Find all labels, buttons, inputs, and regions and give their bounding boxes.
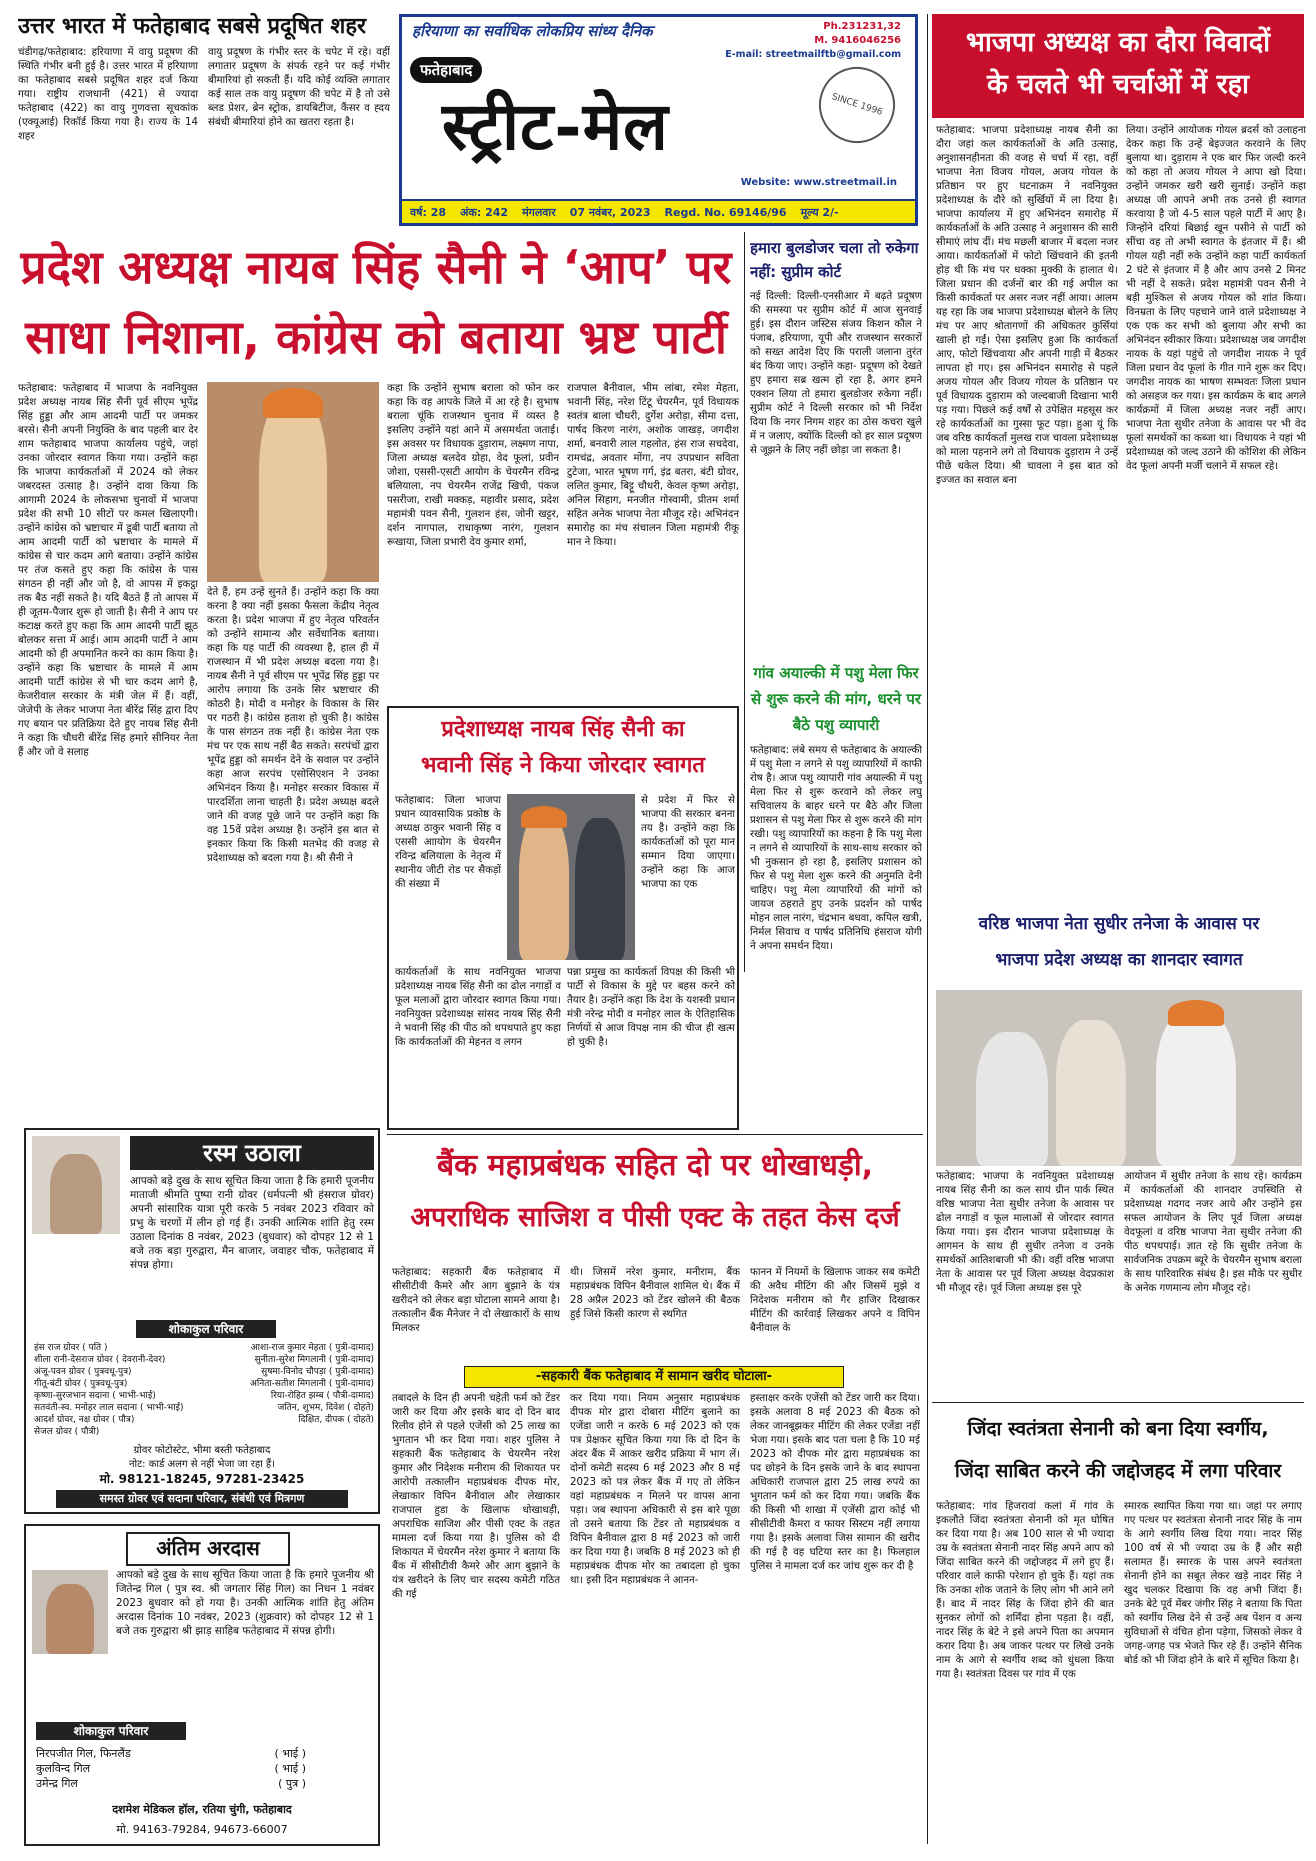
freedom-headline-2: जिंदा साबित करने की जद्दोजहद में लगा परिवार <box>954 1460 1282 1482</box>
since-stamp <box>809 57 905 153</box>
masthead-infobar <box>402 199 915 223</box>
taneja-col1: फतेहाबाद: भाजपा के नवनियुक्त प्रदेशाध्यक्ष नायब सिंह सैनी का कल सायं ग्रीन पार्क स्थित वरिष्ठ भाजपा नेता सुधीर तनेजा के आवास पर ढोल नगाड़ों व फूल मालाओं से जोरदार स्वागत किया गया। इस दौरान भाजपा प्रदेशाध्यक्ष के आगमन के साथ ही सुधीर तनेजा व उनके समर्थकों आतिशबाजी भी की। वहीं वरिष्ठ भाजपा नेता के आवास पर पूर्व जिला अध्यक्ष वेदप्रकाश भी मौजूद रहे। पूर्व जिला अध्यक्ष इस पूरे <box>936 1171 1114 1294</box>
saini-headline-2: साधा निशाना, कांग्रेस को बताया भ्रष्ट पार्टी <box>25 310 727 364</box>
bhawani-box <box>387 706 739 1130</box>
family-row: गीतू-बंटी ग्रोवर ( पुत्रवधू-पुत्र) अनिता-सतीश मिगलानी ( पुत्री-दामाद) <box>34 1379 374 1389</box>
rasam-photo <box>32 1136 120 1234</box>
taneja-headline-2: भाजपा प्रदेश अध्यक्ष का शानदार स्वागत <box>995 950 1243 970</box>
bjp-tour-headline-1: भाजपा अध्यक्ष का दौरा विवादों <box>965 27 1271 58</box>
pollution-article <box>18 12 390 232</box>
taneja-headline-1: वरिष्ठ भाजपा नेता सुधीर तनेजा के आवास पर <box>978 914 1260 934</box>
family-row: अंजू-पवन ग्रोवर ( पुत्रवधू-पुत्र) सुषमा-विनोद चौपड़ा ( पुत्री-दामाद) <box>34 1367 374 1377</box>
bulldozer-body: नई दिल्ली: दिल्ली-एनसीआर में बढ़ते प्रदूषण की समस्या पर सुप्रीम कोर्ट में आज सुनवाई हुई। इस दौरान जस्टिस संजय किशन कौल ने पंजाब, हरियाणा, यूपी और राजस्थान सरकारों को सख्त आदेश दिए कि पराली जलाना तुरंत बंद किया जाए। उन्होंने कहा- प्रदूषण को देखते हुए हमारा सब्र खत्म हो रहा है, अगर हमने एक्शन लिया तो हमारा बुलडोजर रुकेगा नहीं। सुप्रीम कोर्ट ने दिल्ली सरकार को भी निर्देश दिया कि नगर निगम शहर का ठोस कचरा खुले में न जलाए, क्योंकि दिल्ली को हर साल प्रदूषण से जूझने के लिए नहीं छोड़ा जा सकता है। <box>750 291 922 456</box>
bhawani-headline-2: भवानी सिंह ने किया जोरदार स्वागत <box>421 753 705 778</box>
family-row: हंस राज ग्रोवर ( पति ) आशा-राज कुमार मेहता ( पुत्री-दामाद) <box>34 1343 374 1353</box>
bank-col1-top: फतेहाबाद: सहकारी बैंक फतेहाबाद में सीसीटीवी कैमरे और आग बुझाने के यंत्र खरीदने को लेकर बड़ा घोटाला सामने आया है। तत्कालीन बैंक मैनेजर ने दो लेखाकारों के साथ मिलकर <box>392 1267 560 1334</box>
masthead-tagline: हरियाणा का सर्वाधिक लोकप्रिय सांध्य दैनिक <box>412 22 653 40</box>
bank-col2-top: थी। जिसमें नरेश कुमार, मनीराम, बैंक महाप्रबंधक विपिन बैनीवाल शामिल थे। बैंक में 28 अप्रैल 2023 को टेंडर खोलने की बैठक हुई जिसे किसी कारण से स्थगित <box>570 1267 740 1320</box>
masthead-phone: Ph.231231,32 <box>823 21 901 32</box>
bjp-tour-col1: फतेहाबाद: भाजपा प्रदेशाध्यक्ष नायब सैनी का दौरा जहां कल कार्यकर्ताओं के अति उत्साह, अनुशासनहीनता की वजह से चर्चा में रहा, वहीं भाजपा नेता विजय गोयल, अजय गोयल के प्रतिष्ठान पर हुए घटनाक्रम ने नवनियुक्त प्रदेशाध्यक्ष के दौरे को सुर्खियों में ला दिया है। भाजपा कार्यालय में हुए अभिनंदन समारोह में कार्यकर्ताओं के अति उत्साह ने अनुशासन की सारी सीमाएं लांघ दीं। मंच मछली बाजार में बदला नजर आया। कार्यकर्ताओं में फोटो खिंचवाने की इतनी होड़ थी कि मंच पर धक्का मुक्की के हालात थे। जिला प्रधान की दर्जनों बार की गई अपील का किसी कार्यकर्ता पर असर नजर नहीं आया। आलम यह रहा कि जब भाजपा प्रदेशाध्यक्ष बोलने के लिए मंच पर आए श्रोतागणों की अधिकतर कुर्सियां खाली हो गईं। ऐसा इसलिए हुआ कि कार्यकर्ता आए, फोटो खिंचवाया और अपनी गाड़ी में बैठकर लापता हो गए। इस अभिनंदन समारोह से पहले अजय गोयल और विजय गोयल के प्रतिष्ठान पर पूर्व विधायक दुड़ाराम को जल्दबाजी दिखाना भारी पड़ गया। पिछले कई वर्षों से उपेक्षित महसूस कर रहे कार्यकर्ताओं का गुस्सा फूट पड़ा। हुआ यूं कि जब वरिष्ठ कार्यकर्ता मुलख राज चावला प्रदेशाध्यक्ष को माला पहनाने लगे तो विधायक दुड़ाराम ने उन्हें पीछे धकेल दिया। श्री चावला ने इस बात को इज्जत का सवाल बना <box>936 125 1118 486</box>
taneja-headline <box>934 906 1304 986</box>
family-row: सेजल ग्रोवर ( पौत्री) <box>34 1427 100 1437</box>
pollution-col2: वायु प्रदूषण के गंभीर स्तर के चपेट में रहे। वहीं लगातार प्रदूषण के संपर्क रहने पर कई गंभीर बीमारियां हो सकती हैं। यदि कोई व्यक्ति लगातार कई साल तक वायु प्रदूषण की चपेट में है तो उसे ब्लड प्रेशर, ब्रेन स्ट्रोक, डायबिटीज, कैंसर व ह्दय संबंधी बीमारियां होने का खतरा रहता है। <box>208 47 390 128</box>
rasam-footer3: मो. 98121-18245, 97281-23425 <box>99 1472 305 1486</box>
bhawani-right: से प्रदेश में फिर से भाजपा की सरकार बनना तय है। उन्होंने कहा कि कार्यकर्ताओं को पूरा मान सम्मान दिया जाएगा। उन्होंने कहा कि आज भाजपा का एक <box>641 795 735 890</box>
bhawani-photo <box>507 794 635 960</box>
price: मूल्य 2/- <box>800 205 839 219</box>
bjp-tour-headline-2: के चलते भी चर्चाओं में रहा <box>987 69 1249 100</box>
family-row: आदर्श ग्रोवर, नक्ष ग्रोवर ( पौत्र) दिक्षित, दीपक ( दोहते) <box>34 1415 374 1425</box>
saini-headline-1: प्रदेश अध्यक्ष नायब सिंह सैनी ने ‘आप’ पर <box>20 240 732 294</box>
saini-headline <box>18 232 734 382</box>
regd: Regd. No. 69146/96 <box>664 205 787 219</box>
saini-col2: देते हैं, हम उन्हें सुनते हैं। उन्होंने कहा कि क्या करना है क्या नहीं इसका फैसला केंद्रीय नेतृत्व करता है। प्रदेश भाजपा में हुए नेतृत्व परिवर्तन को उन्होंने सामान्य और सर्वेधानिक बताया। कहा कि यह पार्टी की व्यवस्था है, हाल ही में राजस्थान में भी प्रदेश अध्यक्ष बदला गया है। नायब सैनी ने पूर्व सीएम पर भूपेंद्र सिंह हुड्डा पर आरोप लगाया कि उनके सिर भ्रष्टाचार की कोठरी है। मोदी व मनोहर के विकास के सिर पर गठरी है। कांग्रेस हताश हो चुकी है। कांग्रेस के पास संगठन तक नहीं है। कांग्रेस नेता एक मंच पर एक साथ नहीं बैठ सकते। सरपंचों द्वारा भूपेंद्र हुड्डा को समर्थन देने के सवाल पर उन्होंने कहा आज सरपंच एसोसिएशन ने उनका अभिनंदन किया है। मनोहर सरकार विकास में पारदर्शिता लाना चाहती है। प्रदेश अध्यक्ष बदले जाने की वजह पूछे जाने पर उन्होंने कहा कि वह 15वें प्रदेश अध्यक्ष है। उन्होंने इस बात से इनकार किया कि किसी मतभेद की वजह से प्रदेशाध्यक्ष को बदला गया है। श्री सैनी ने <box>207 587 379 864</box>
bulldozer-article <box>750 236 922 652</box>
date: 07 नवंबर, 2023 <box>569 205 651 219</box>
family-row: शीला रानी-देसराज ग्रोवर ( देवरानी-देवर) सुनीता-सुरेश मिगलानी ( पुत्री-दामाद) <box>34 1355 374 1365</box>
rasam-family-label: शोकाकुल परिवार <box>136 1320 276 1338</box>
bank-col1: तबादले के दिन ही अपनी चहेती फर्म को टेंडर जारी कर दिया और इसके बाद दो दिन बाद रिलीव होने से पहले एजेंसी को 25 लाख का भुगतान भी कर दिया गया। शहर पुलिस ने सहकारी बैंक फतेहाबाद के चेयरमैन नरेश कुमार और निदेशक मनीराम की शिकायत पर आरोपी तत्कालीन महाप्रबंधक दीपक मोर, लेखाकार विपिन बैनीवाल और लेखाकार राजपाल हुडा के खिलाफ धोखाधड़ी, अपराधिक साजिश और पीसी एक्ट के तहत मामला दर्ज किया गया है। पुलिस को दी शिकायत में चेयरमैन नरेश कुमार ने बताया कि बैंक में सीसीटीवी कैमरे और आग बुझाने के यंत्र खरीदने के लिए चार सदस्य कमेटी गठित की गई <box>392 1393 560 1600</box>
antim-title: अंतिम अरदास <box>126 1532 290 1566</box>
bhawani-bottom-left: कार्यकर्ताओं के साथ नवनियुक्त भाजपा प्रदेशाध्यक्ष नायब सिंह सैनी का ढोल नगाड़ों व फूल मलाओं द्वारा जोरदार स्वागत किया गया। नवनियुक्त प्रदेशाध्यक्ष सांसद नायब सिंह सैनी ने भवानी सिंह की पीठ को थपथपाते हुए कहा कि कार्यकर्ताओं की मेहनत व लगन <box>395 967 561 1048</box>
masthead-email: E-mail: streetmailftb@gmail.com <box>725 49 901 60</box>
masthead-mobile: M. 9416046256 <box>814 35 901 46</box>
antim-family-list <box>36 1746 306 1791</box>
saini-col1: फतेहाबाद: फतेहाबाद में भाजपा के नवनियुक्त प्रदेश अध्यक्ष नायब सिंह सैनी पूर्व सीएम भूपेंद्र सिंह हुड्डा और आम आदमी पार्टी पर जमकर बरसे। सैनी अपनी नियुक्ति के बाद पहली बार देर शाम फतेहाबाद भाजपा कार्यालय पहुंचे, जहां उनका जोरदार स्वागत किया गया। उन्होंने कहा कि भाजपा कार्यकर्ताओं में 2024 को लेकर जबरदस्त उत्साह है। उन्होंने दावा किया कि आगामी 2024 के लोकसभा चुनावों में भाजपा प्रदेश की सभी 10 सीटों पर कमल खिलाएगी। उन्होंने कांग्रेस को भ्रष्टाचार में डूबी पार्टी बताया तो आम आदमी पार्टी को भ्रष्टाचार के मामले में कांग्रेस से चार कदम आगे बताया। उन्होंने कांग्रेस पर तंज कसते हुए कहा कि कांग्रेस के पास संगठन ही नहीं और जो है, वो आपस में इकट्ठा तक बैठ नहीं सकते है। यदि बैठते हैं तो आपस में ही जूतम-पैजार शुरू हो जाती है। सैनी ने आप पर कटाक्ष करते हुए कहा कि आम आदमी पार्टी झूठ बोलकर सत्ता में आई। आम आदमी पार्टी ने आम आदमी को ही अपमानित करने का काम किया है। उन्होंने कहा कि भ्रष्टाचार के मामले में आम आदमी पार्टी कांग्रेस से भी चार कदम आगे है, केजरीवाल सरकार के मंत्री जेल में हैं। वहीं, जेजेपी के लेकर भाजपा नेता बीरेंद्र सिंह द्वारा दिए गए बयान पर प्रतिक्रिया देते हुए नायब सिंह सैनी ने कहा कि चौधरी बीरेंद्र सिंह हमारे सीनियर नेता हैं और जो वे सलाह <box>18 383 198 758</box>
family-row: निरपजीत गिल, फिनलैंड ( भाई ) <box>36 1747 306 1760</box>
rasam-box <box>24 1128 380 1514</box>
freedom-col2: स्मारक स्थापित किया गया था। जहां पर लगाए गए पत्थर पर स्वतंत्रता सेनानी नादर सिंह के नाम के आगे स्वर्गीय लिख दिया गया। नादर सिंह 100 वर्ष से भी ज्यादा उम्र के हैं और सही सलामत हैं। स्मारक के पास अपने स्वतंत्रता सेनानी होने का सबूत लेकर खड़े नादर सिंह ने खुद चलकर दिखाया कि वह अभी जिंदा हैं। उनके बेटे पूर्व मेंबर जंगीर सिंह ने बताया कि पिता को स्वर्गीय लिख देने से उन्हें अब पेंशन व अन्य सुविधाओं से वंचित होना पड़ेगा, जिसको लेकर वे जगह-जगह पत्र भेजते फिर रहे हैं। उन्होंने सैनिक बोर्ड को भी जिंदा होने के बारे में सूचित किया है। <box>1124 1501 1302 1666</box>
freedom-headline-1: जिंदा स्वतंत्रता सेनानी को बना दिया स्वर्गीय, <box>967 1418 1269 1440</box>
bulldozer-headline: हमारा बुलडोजर चला तो रुकेगा नहीं: सुप्रीम कोर्ट <box>750 239 919 281</box>
day: मंगलवार <box>522 205 556 219</box>
rasam-footer4: समस्त ग्रोवर एवं सदाना परिवार, संबंधी एवं मित्रगण <box>56 1490 348 1508</box>
antim-family-label: शोकाकुल परिवार <box>36 1722 186 1740</box>
antim-footer1: दशमेश मेडिकल हॉल, रतिया चुंगी, फतेहाबाद <box>112 1803 292 1816</box>
pollution-headline: उत्तर भारत में फतेहाबाद सबसे प्रदूषित शहर <box>18 14 366 39</box>
antim-footer2: मो. 94163-79284, 94673-66007 <box>116 1823 288 1836</box>
pollution-col1: चंडीगढ़/फतेहाबाद: हरियाणा में वायु प्रदूषण की स्थिति गंभीर बनी हुई है। उत्तर भारत में हरियाणा का फतेहाबाद सबसे प्रदूषित शहर दर्ज किया गया। राष्ट्रीय राजधानी (421) से ज्यादा फतेहाबाद (422) का वायु गुणवत्ता सूचकांक (एक्यूआई) रिकॉर्ड किया गया है। राज्य के 14 शहर <box>18 47 198 142</box>
saini-photo <box>207 382 379 582</box>
bank-col3: हस्ताक्षर करके एजेंसी को टेंडर जारी कर दिया। इसके अलावा 8 मई 2023 की बैठक को लेकर जानबूझकर मीटिंग की लेकर एजेंडा नहीं भेजा गया। इसके बाद पता चला है कि 10 मई 2023 को दीपक मोर द्वारा महाप्रबंधक का पद छोड़ने के दिन इसके जाने के बाद स्थापना अधिकारी राजपाल द्वारा 25 लाख रुपये का भुगतान फर्म को कर दिया गया। जबकि बैंक की किसी भी शाखा में एजेंसी द्वारा कोई भी सीसीटीवी कैमरा व फायर सिस्टम नहीं लगाया गया है। इसके अलावा जिस सामान की खरीद की गई है वह घटिया स्तर का है। फिलहाल पुलिस ने मामला दर्ज कर जांच शुरू कर दी है <box>750 1393 920 1572</box>
year: वर्ष: 28 <box>410 205 447 219</box>
pashu-mela-body: फतेहाबाद: लंबे समय से फतेहाबाद के अयाल्की में पशु मेला न लगने से पशु व्यापारियों में काफी रोष है। आज पशु व्यापारी गांव अयाल्की में पशु मेला फिर से शुरू करवाने को लेकर लघु सचिवालय के बाहर धरने पर बैठे और जिला प्रशासन से पशु मेला फिर से शुरू करने की मांग रखी। पशु व्यापारियों का कहना है कि पशु मेला न लगने से व्यापारियों के साथ-साथ सरकार को भी नुकसान हो रहा है, इसलिए प्रशासन को फिर से पशु मेला शुरू करने की अनुमति देनी चाहिए। पशु मेला व्यापारियों की मांगों को जायज ठहराते हुए उनके प्रदर्शन को पार्षद मोहन लाल नारंग, चंद्रभान बधवा, कपिल खत्री, निर्मल सिवाच व पार्षद प्रतिनिधि हंसराज योगी ने अपना समर्थन दिया। <box>750 745 922 952</box>
bank-col2: कर दिया गया। नियम अनुसार महाप्रबंधक दीपक मोर द्वारा दोबारा मीटिंग बुलाने का एजेंडा जारी न करके 6 मई 2023 को एक पत्र प्रेक्षकर सूचित किया गया कि दो दिन के अंदर बैंक में आकर खरीद प्रक्रिया में भाग लें। दोनों कमेटी सदस्य 6 मई 2023 और 8 मई 2023 को पत्र लेकर बैंक में गए तो लेकिन वहां महाप्रबंधक न मिलने पर वापस आना पड़ा। जब स्थापना अधिकारी से इस बारे पूछा तो उसने बताया कि टेंडर तो महाप्रबंधक व विपिन बैनीवाल द्वारा 8 मई 2023 को जारी कर दिया गया है। जबकि 8 मई 2023 को ही महाप्रबंधक दीपक मोर का तबादला हो चुका था। इसी दिन महाप्रबंधक ने आनन- <box>570 1393 740 1586</box>
bank-headline-2: अपराधिक साजिश व पीसी एक्ट के तहत केस दर्ज <box>410 1202 900 1233</box>
bhawani-bottom-right: पन्ना प्रमुख का कार्यकर्ता विपक्ष की किसी भी पार्टी से विकास के मुद्दे पर बहस करने को तैयार है। उन्होंने कहा कि देश के यशस्वी प्रधान मंत्री नरेन्द्र मोदी व मनोहर लाल के ऐतिहासिक निर्णयों से आज विपक्ष नाम की चीज ही खत्म हो चुकी है। <box>567 967 735 1048</box>
antim-photo <box>32 1570 108 1654</box>
family-row: कृष्णा-सुरजभान सदाना ( भाभी-भाई) रिया-रोहित झम्ब ( पौत्री-दामाद) <box>34 1391 374 1401</box>
bank-headline-1: बैंक महाप्रबंधक सहित दो पर धोखाधड़ी, <box>436 1148 873 1183</box>
rasam-body: आपको बड़े दुख के साथ सूचित किया जाता है कि हमारी पूजनीय माताजी श्रीमति पुष्पा रानी ग्रोवर (धर्मपत्नी श्री हंसराज ग्रोवर) अपनी सांसारिक यात्रा पूरी करके 5 नवंबर 2023 रविवार को प्रभु के चरणों में लीन हो गई हैं। उनकी आत्मिक शांति हेतु रस्म उठाला दिनांक 8 नवंबर, 2023 (बुधवार) को दोपहर 12 से 1 बजे तक बड़ा गुरुद्वारा, मैन बाजार, जवाहर चौक, फतेहाबाद में संपन्न होगा। <box>130 1175 374 1271</box>
taneja-col2: आयोजन में सुधीर तनेजा के साथ रहे। कार्यक्रम में कार्यकर्ताओं की शानदार उपस्थिति से प्रदेशाध्यक्ष गदगद नजर आये और उन्होंने इस सफल आयोजन के लिए पूर्व जिला अध्यक्ष वेदफूलां व वरिष्ठ भाजपा नेता सुधीर तनेजा की पीठ थपथपाई। ज्ञात रहे कि सुधीर तनेजा के सार्वजनिक उपक्रम ब्यूरे के चेयरमैन सुभाष बराला के साथ पारिवारिक संबंध है। इस मौके पर सुधीर के अनेक गणमान्य लोग मौजूद रहे। <box>1124 1171 1302 1294</box>
issue: अंक: 242 <box>460 205 509 219</box>
rasam-title: रस्म उठाला <box>130 1136 374 1170</box>
saini-col3: कहा कि उन्होंने सुभाष बराला को फोन कर कहा कि वह आपके जिले में आ रहे है। सुभाष बराला चूंकि राजस्थान चुनाव में व्यस्त है इसलिए उन्होंने यहां आने में असमर्थता जताई। इस अवसर पर विधायक दुड़ाराम, लक्ष्मण नापा, जिला अध्यक्ष बलदेव ग्रोहा, वेद फूलां, प्रवीन जोशा, एससी-एसटी आयोग के चेयरमैन रविन्द्र बलियाला, नप चेयरमैन राजेंद्र खिची, पंकज पसरीजा, राखी मक्कड़, महावीर प्रसाद, प्रदेश महामंत्री पवन सैनी, गुलशन हंस, जोनी खट्टर, दर्शन नागपाल, राधाकृष्ण नारंग, गुलशन रूखाया, जिला प्रभारी देव कुमार शर्मा, <box>387 383 559 548</box>
antim-body: आपको बड़े दुख के साथ सूचित किया जाता है कि हमारे पूजनीय श्री जितेन्द्र गिल ( पुत्र स्व. श्री जगतार सिंह गिल) का निधन 1 नवंबर 2023 बुधवार को हो गया है। उनकी आत्मिक शांति हेतु अंतिम अरदास दिनांक 10 नवंबर, 2023 (शुक्रवार) को दोपहर 12 से 1 बजे तक गुरुद्वारा श्री झाड़ साहिब फतेहाबाद में संपन्न होगी। <box>116 1569 374 1637</box>
freedom-col1: फतेहाबाद: गांव हिजरावां कलां में गांव के इकलौते जिंदा स्वतंत्रता सेनानी को मृत घोषित कर दिया गया है। अब 100 साल से भी ज्यादा उम्र के स्वतंत्रता सेनानी नादर सिंह अपने आप को जिंदा साबित करने की जद्दोजहद में लगे हुए हैं। परिवार वाले काफी परेशान हो चुके हैं। यहां तक कि उनका शोक जताने के लिए लोग भी आने लगे हैं। बाद में नादर सिंह के जिंदा होने की बात सुनकर लोगों को शर्मिंदा होना पड़ता है। वहीं, नादर सिंह के बेटे ने इसे अपने पिता का अपमान करार दिया है। अब जाकर पत्थर पर लिखे उनके नाम के आगे से स्वर्गीय शब्द को धुंधला किया गया है। स्वतंत्रता दिवस पर गांव में एक <box>936 1501 1114 1680</box>
bjp-tour-headline-box <box>932 14 1304 118</box>
saini-col4: राजपाल बैनीवाल, भीम लांबा, रमेश मेहता, भवानी सिंह, नरेश टिंटू चेयरमैन, पूर्व विधायक स्वतंत्र बाला चौधरी, दुर्गेश अरोड़ा, सीमा दत्ता, पार्षद किरण नारंग, अशोक जाखड़, जगदीश शर्मा, बनवारी लाल गहलोत, हंस राज सचदेवा, रामचंद्र, अवतार मोंगा, नप उपप्रधान सविता टुटेजा, भारत भूषण गर्ग, इंद्र बतरा, बंटी ग्रोवर, ललित कुमार, बिट्टू चौधरी, केवल कृष्ण अरोड़ा, अनिल सिहाग, मनजीत गोस्वामी, प्रीतम शर्मा सहित अनेक भाजपा नेता मौजूद रहे। अभिनंदन समारोह का मंच संचालन जिला महामंत्री रीकू मान ने किया। <box>567 383 739 548</box>
bhawani-headline-1: प्रदेशाध्यक्ष नायब सिंह सैनी का <box>441 717 685 742</box>
rasam-family-list <box>34 1342 374 1438</box>
family-row: सतवंती-स्व. मनोहर लाल सदाना ( भाभी-भाई) जतिन, शुभम, दिवेश ( दोहते) <box>34 1403 374 1413</box>
taneja-photo <box>936 990 1302 1166</box>
masthead-website: Website: www.streetmail.in <box>740 177 897 188</box>
bank-subhead: -सहकारी बैंक फतेहाबाद में सामान खरीद घोटाला- <box>464 1366 844 1388</box>
masthead-title: स्ट्रीट-मेल <box>442 87 669 165</box>
antim-box <box>24 1524 380 1846</box>
rasam-footer1: ग्रोवर फोटोस्टेट, भीमा बस्ती फतेहाबाद <box>133 1445 271 1456</box>
bhawani-left: फतेहाबाद: जिला भाजपा प्रधान व्यावसायिक प्रकोष्ठ के अध्यक्ष ठाकुर भवानी सिंह व एससी आायोग के चेयरमैन रविन्द्र बलियाला के नेतृत्व में स्थानीय जीटी रोड पर सैकड़ों की संख्या में <box>395 795 501 890</box>
bank-headline <box>387 1140 923 1260</box>
pashu-mela-article <box>750 660 922 1130</box>
bank-col3-top: फानन में नियमों के खिलाफ जाकर सब कमेटी की अवैध मीटिंग की और जिसमें मुझे व निदेशक मनीराम को गैर हाजिर दिखाकर मीटिंग की कार्रवाई लिखकर अपने व विपिन बैनीवाल के <box>750 1267 920 1334</box>
masthead <box>399 14 918 226</box>
bhawani-headline <box>389 708 737 784</box>
freedom-headline <box>932 1408 1304 1498</box>
bjp-tour-col2: लिया। उन्होंने आयोजक गोयल ब्रदर्स को उलाहना देकर कहा कि उन्हें बेइज्जत करवाने के लिए बुलाया था। दुड़ाराम ने एक बार फिर जल्दी करने को कहा तो अजय गोयल ने आपा खो दिया। उन्होंने जमकर खरी खरी सुनाई। उन्होंने कहा अध्यक्ष जी आपने अभी तक उनसे ही स्वागत करवाया है जो 4-5 साल पहले पार्टी में आए है। जिन्होंने दरियां बिछाई खून पसीने से पार्टी को सींचा वह तो अभी स्वागत के इंतजार में हैं। श्री गोयल यही नहीं रुके उन्होंने कहा पार्टी कार्यकर्ता 2 घंटे से इंतजार में है और आप उनसे 2 मिनट भी नहीं दे सकते। प्रदेश महामंत्री पवन सैनी ने बड़ी मुश्किल से अजय गोयल को शांत किया। विनम्रता के लिए पहचाने जाने वाले प्रदेशाध्यक्ष ने एक एक कर सभी को बुलाया और सभी का अभिनंदन स्वीकार किया। प्रदेशाध्यक्ष जब जगदीश नायक के यहां पहुंचे तो जगदीश नायक ने पूर्व जिला प्रधान वेद फूलां के गीत गाने शुरू कर दिए। जगदीश नायक का भाषण सम्भवतः जिला प्रधान को असहज कर गया। इस कार्यक्रम के बाद अगले कार्यक्रमों में जिला अध्यक्ष नजर नहीं आए। भाजपा नेता सुधीर तनेजा के आवास पर भी वेद फूलां समर्थकों का कब्जा था। विधायक ने यहां भी प्रदेशाध्यक्ष को जल्द उठाने की कोशिश की लेकिन वेद फूलां अपनी मर्जी चलाने में सफल रहे। <box>1126 125 1306 472</box>
family-row: कुलविन्द गिल ( भाई ) <box>36 1762 306 1775</box>
stamp-text: SINCE 1996 <box>830 92 884 118</box>
pashu-mela-headline: गांव अयाल्की में पशु मेला फिर से शुरू करने की मांग, धरने पर बैठे पशु व्यापारी <box>750 664 922 734</box>
masthead-edition: फतेहाबाद <box>410 57 482 83</box>
rasam-footer2: नोट: कार्ड अलग से नहीं भेजा जा रहा हैं। <box>129 1459 275 1470</box>
family-row: उमेन्द्र गिल ( पुत्र ) <box>36 1777 306 1790</box>
